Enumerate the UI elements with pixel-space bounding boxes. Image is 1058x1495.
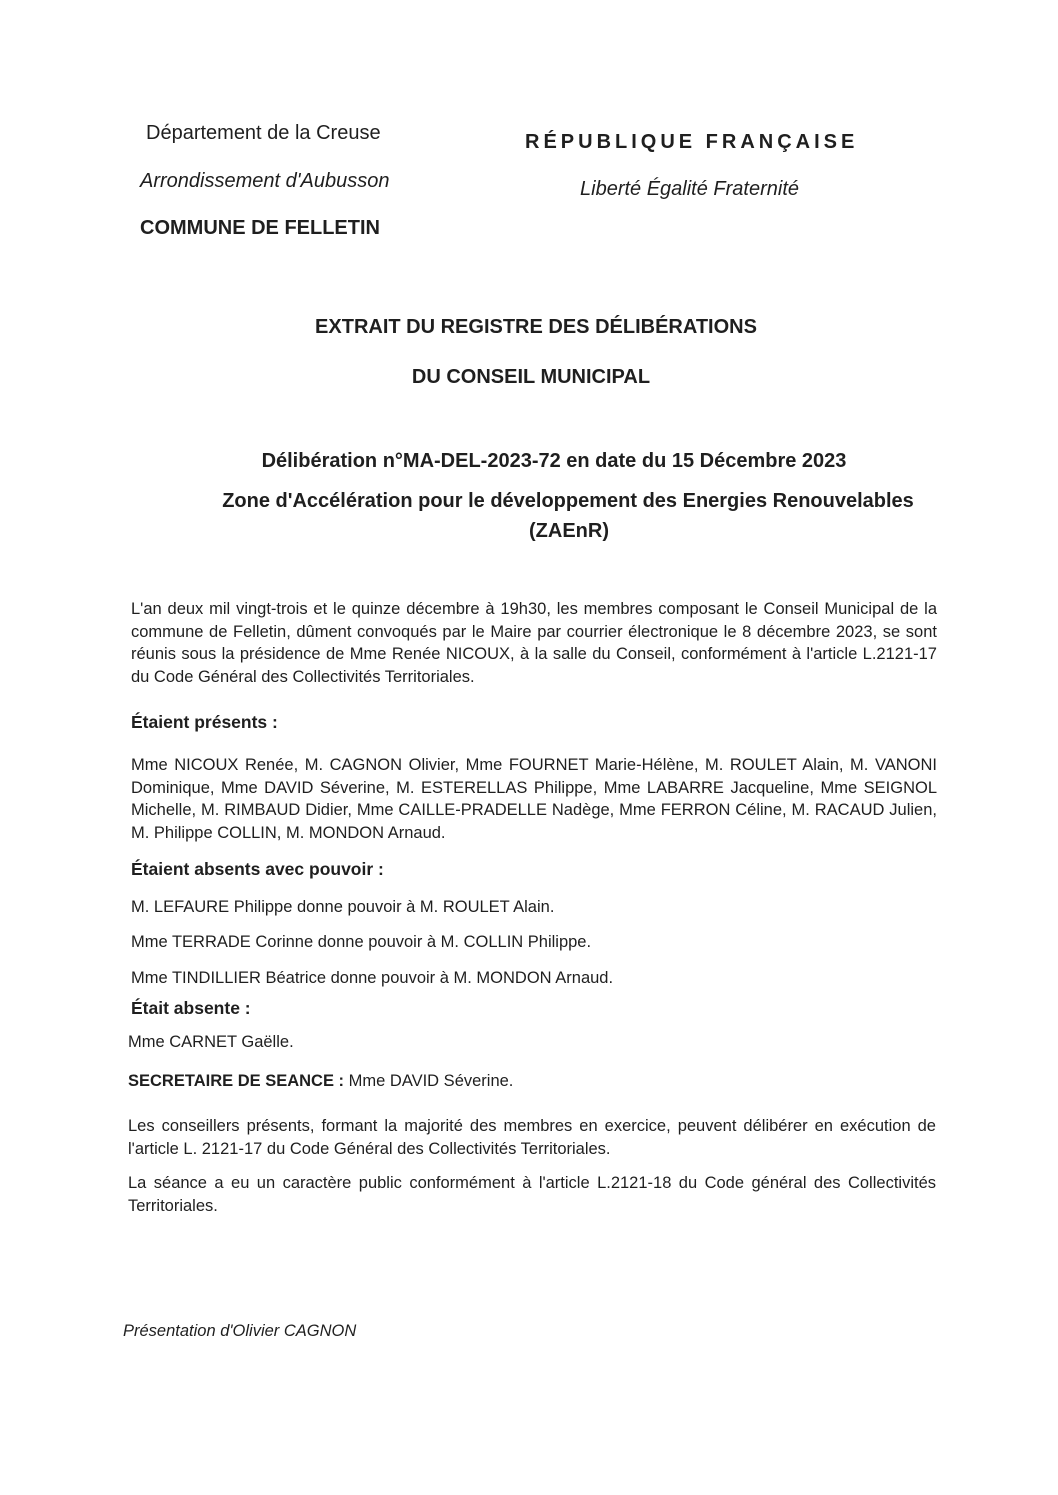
absent-proxy-heading: Étaient absents avec pouvoir : [131,859,384,879]
arrondissement-label: Arrondissement d'Aubusson [140,170,390,192]
secretary-name: Mme DAVID Séverine. [344,1072,514,1090]
secretary-label: SECRETAIRE DE SEANCE : [128,1072,345,1090]
register-title: EXTRAIT DU REGISTRE DES DÉLIBÉRATIONS [315,316,757,338]
proxy-item: M. LEFAURE Philippe donne pouvoir à M. ROULET Alain. [131,898,555,916]
presentation-line: Présentation d'Olivier CAGNON [123,1322,357,1340]
public-paragraph: La séance a eu un caractère public conformément à l'article L.2121-18 du Code général des Collectivités Territoriales. [128,1174,936,1215]
absent-heading: Était absente : [131,998,251,1018]
council-title: DU CONSEIL MUNICIPAL [411,366,651,388]
commune-label: COMMUNE DE FELLETIN [140,217,380,239]
subject-acronym: (ZAEnR) [529,520,609,542]
secretary-line [128,1072,513,1091]
proxy-item: Mme TERRADE Corinne donne pouvoir à M. COLLIN Philippe. [131,933,592,951]
absent-item: Mme CARNET Gaëlle. [128,1033,294,1051]
proxy-item: Mme TINDILLIER Béatrice donne pouvoir à M. MONDON Arnaud. [131,969,614,987]
present-heading: Étaient présents : [131,712,278,732]
republic-label: RÉPUBLIQUE FRANÇAISE [525,131,859,153]
intro-paragraph: L'an deux mil vingt-trois et le quinze décembre à 19h30, les membres composant le Conseil Municipal de la commune de Felletin, dûment convoqués par le Maire par courrier électronique le 8 décembre 2023, se sont réunis sous la présidence de Mme Renée NICOUX, à la salle du Conseil, conformément à l'article L.2121-17 du Code Général des Collectivités Territoriales. [131,600,937,686]
department-label: Département de la Creuse [146,122,381,144]
subject-title: Zone d'Accélération pour le développement des Energies Renouvelables [222,490,914,512]
motto-label: Liberté Égalité Fraternité [580,178,800,200]
quorum-paragraph: Les conseillers présents, formant la majorité des membres en exercice, peuvent délibérer en exécution de l'article L. 2121-17 du Code Général des Collectivités Territoriales. [128,1117,936,1158]
present-list: Mme NICOUX Renée, M. CAGNON Olivier, Mme FOURNET Marie-Hélène, M. ROULET Alain, M. VANONI Dominique, Mme DAVID Séverine, M. ESTERELLAS Philippe, Mme LABARRE Jacqueline, Mme SEIGNOL Michelle, M. RIMBAUD Didier, Mme CAILLE-PRADELLE Nadège, Mme FERRON Céline, M. RACAUD Julien, M. Philippe COLLIN, M. MONDON Arnaud. [131,756,937,842]
deliberation-number: Délibération n°MA-DEL-2023-72 en date du 15 Décembre 2023 [261,450,847,472]
